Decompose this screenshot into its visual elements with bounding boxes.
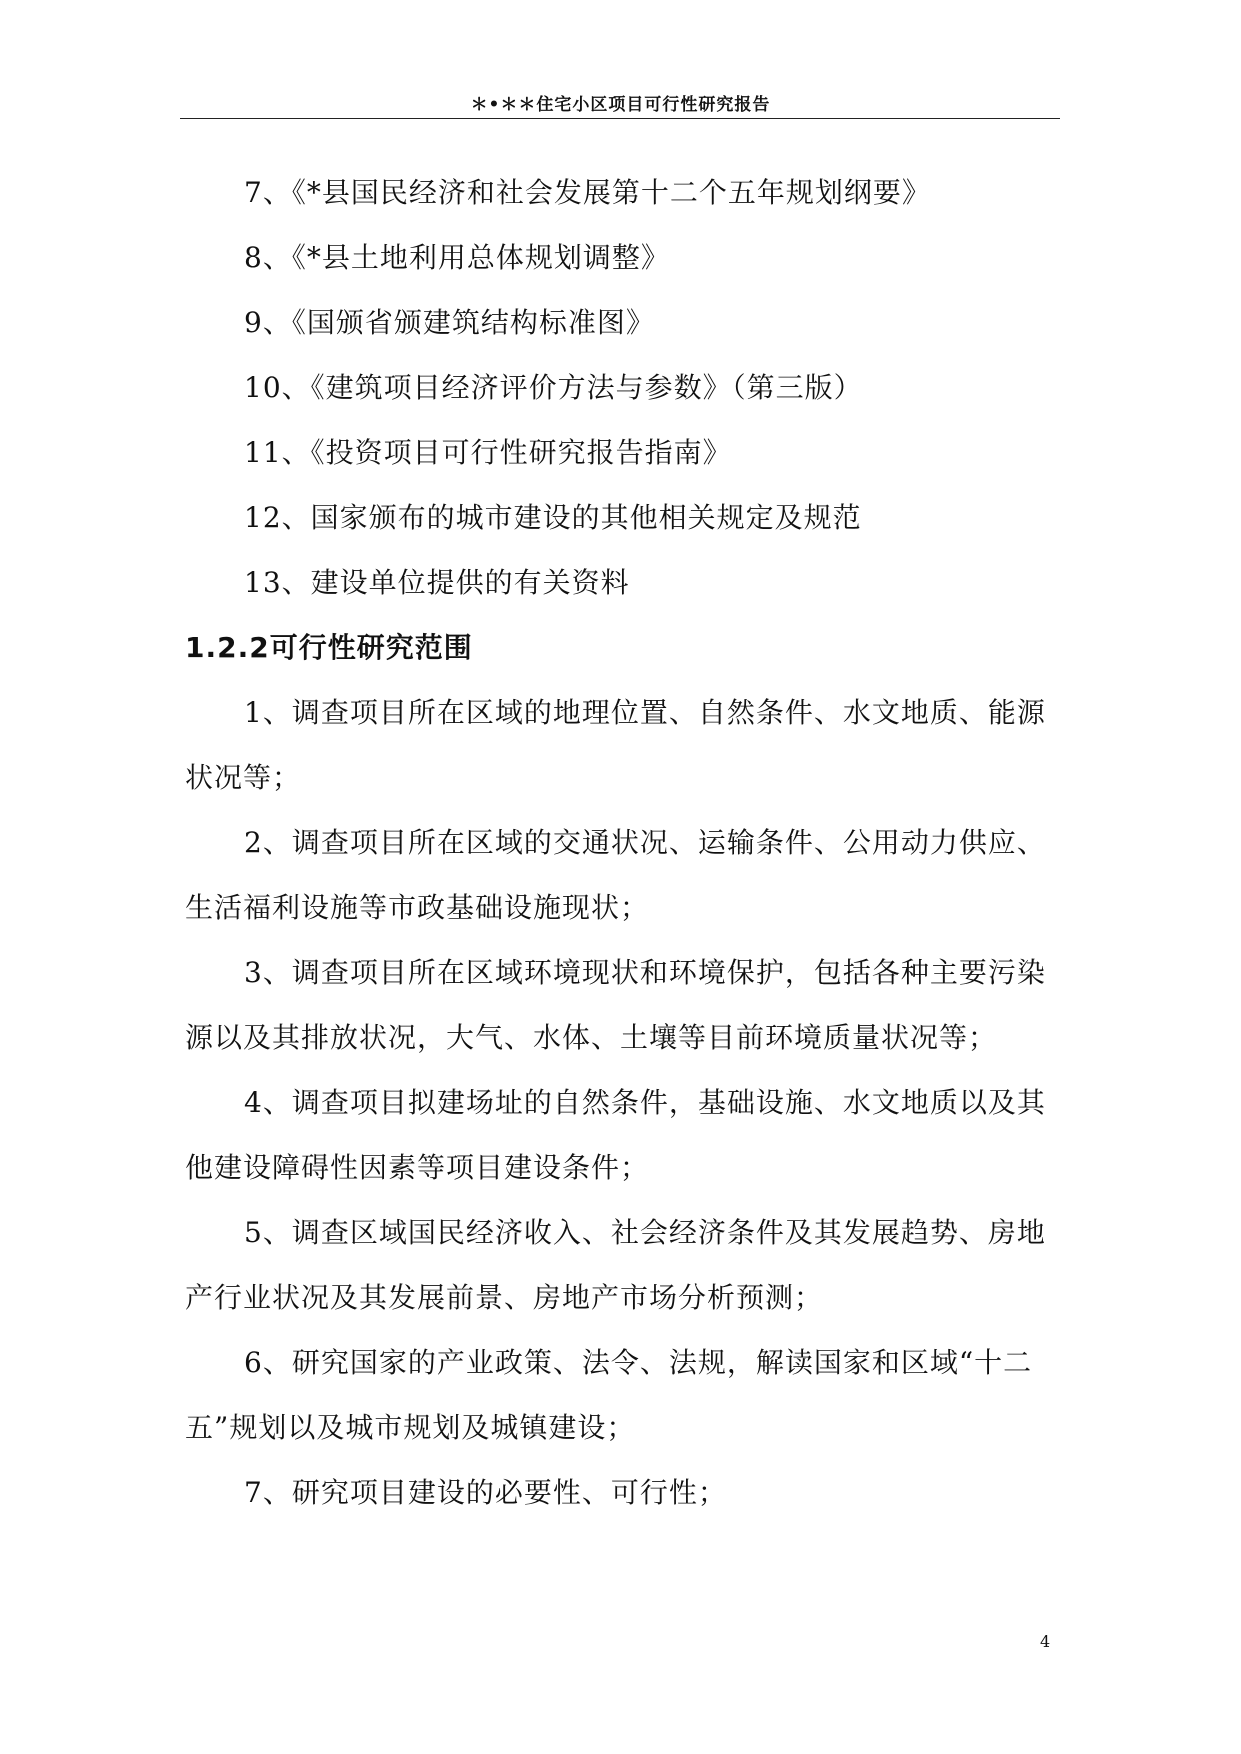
reference-item: 9、《国颁省颁建筑结构标准图》 (244, 306, 655, 339)
reference-item: 11、《投资项目可行性研究报告指南》 (244, 436, 732, 469)
scope-item: 1、调查项目所在区域的地理位置、自然条件、水文地质、能源状况等； (185, 696, 1046, 794)
scope-item: 7、研究项目建设的必要性、可行性； (244, 1476, 727, 1509)
scope-item: 4、调查项目拟建场址的自然条件，基础设施、水文地质以及其他建设障碍性因素等项目建设条件； (185, 1086, 1046, 1184)
scope-item: 2、调查项目所在区域的交通状况、运输条件、公用动力供应、生活福利设施等市政基础设施现状； (185, 826, 1046, 924)
scope-item: 5、调查区域国民经济收入、社会经济条件及其发展趋势、房地产行业状况及其发展前景、房地产市场分析预测； (185, 1216, 1046, 1314)
section-heading: 1.2.2可行性研究范围 (185, 631, 473, 664)
reference-item: 7、《*县国民经济和社会发展第十二个五年规划纲要》 (244, 176, 931, 209)
document-body (185, 160, 1065, 1525)
page-number: 4 (1040, 1632, 1051, 1651)
reference-item: 13、建设单位提供的有关资料 (244, 566, 630, 599)
scope-item: 6、研究国家的产业政策、法令、法规，解读国家和区域“十二五”规划以及城市规划及城镇建设； (185, 1346, 1033, 1444)
reference-item: 8、《*县土地利用总体规划调整》 (244, 241, 670, 274)
reference-item: 10、《建筑项目经济评价方法与参数》（第三版） (244, 371, 863, 404)
scope-item: 3、调查项目所在区域环境现状和环境保护，包括各种主要污染源以及其排放状况，大气、水体、土壤等目前环境质量状况等； (185, 956, 1046, 1054)
page-header: ＊•＊＊住宅小区项目可行性研究报告 (470, 95, 771, 115)
reference-item: 12、国家颁布的城市建设的其他相关规定及规范 (244, 501, 862, 534)
header-divider (180, 118, 1060, 119)
